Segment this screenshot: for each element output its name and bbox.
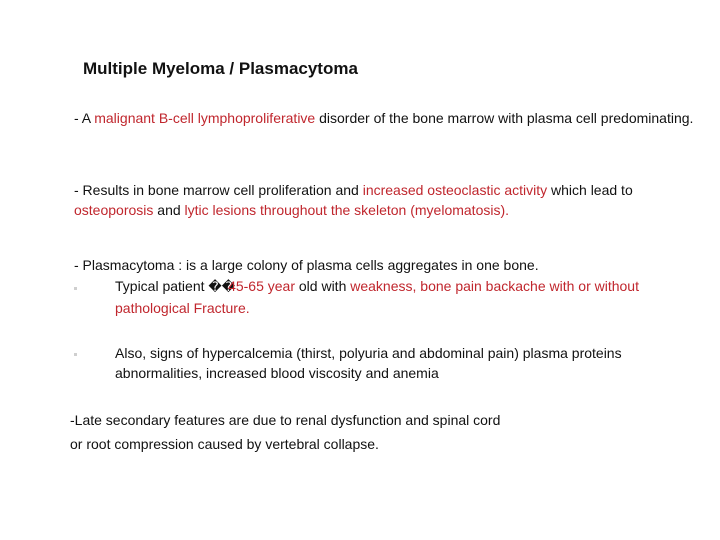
p1-prefix: - A (74, 110, 95, 126)
paragraph-late-features: -Late secondary features are due to renal dysfunction and spinal cord or root compression caused by vertebral collapse. (70, 412, 501, 452)
replacement-glyph-icon: �� (208, 280, 236, 295)
sub-item-hypercalcemia: Also, signs of hypercalcemia (thirst, polyuria and abdominal pain) plasma proteins abnormalities, increased blood viscosity and anemia (115, 345, 622, 381)
p2-highlight-osteoclastic: increased osteoclastic activity (362, 182, 548, 198)
sub1-highlight-age: 45-65 year (228, 278, 295, 294)
p1-suffix: disorder of the bone marrow with plasma cell predominating. (315, 110, 694, 126)
bullet-marker-1 (74, 287, 77, 290)
p2-mid2: and (153, 202, 185, 218)
sub1-highlight-symptoms: weakness, bone pain backache with or without pathological Fracture. (115, 278, 639, 316)
p2-highlight-lytic: lytic lesions throughout the skeleton (myelomatosis). (184, 202, 510, 218)
sub-item-typical-patient (115, 276, 705, 318)
paragraph-definition (74, 108, 694, 128)
bullet-marker-2 (74, 353, 77, 356)
paragraph-results (74, 180, 694, 220)
p1-highlight: malignant B-cell lymphoproliferative (94, 110, 316, 126)
sub1-mid: old with (295, 278, 351, 294)
paragraph-plasmacytoma: - Plasmacytoma : is a large colony of plasma cells aggregates in one bone. (74, 257, 539, 273)
p2-highlight-osteoporosis: osteoporosis (74, 202, 154, 218)
p2-mid1: which lead to (547, 182, 633, 198)
p2-prefix: - Results in bone marrow cell proliferation and (74, 182, 363, 198)
sub1-prefix: Typical patient (115, 278, 209, 294)
slide-title: Multiple Myeloma / Plasmacytoma (83, 59, 358, 78)
